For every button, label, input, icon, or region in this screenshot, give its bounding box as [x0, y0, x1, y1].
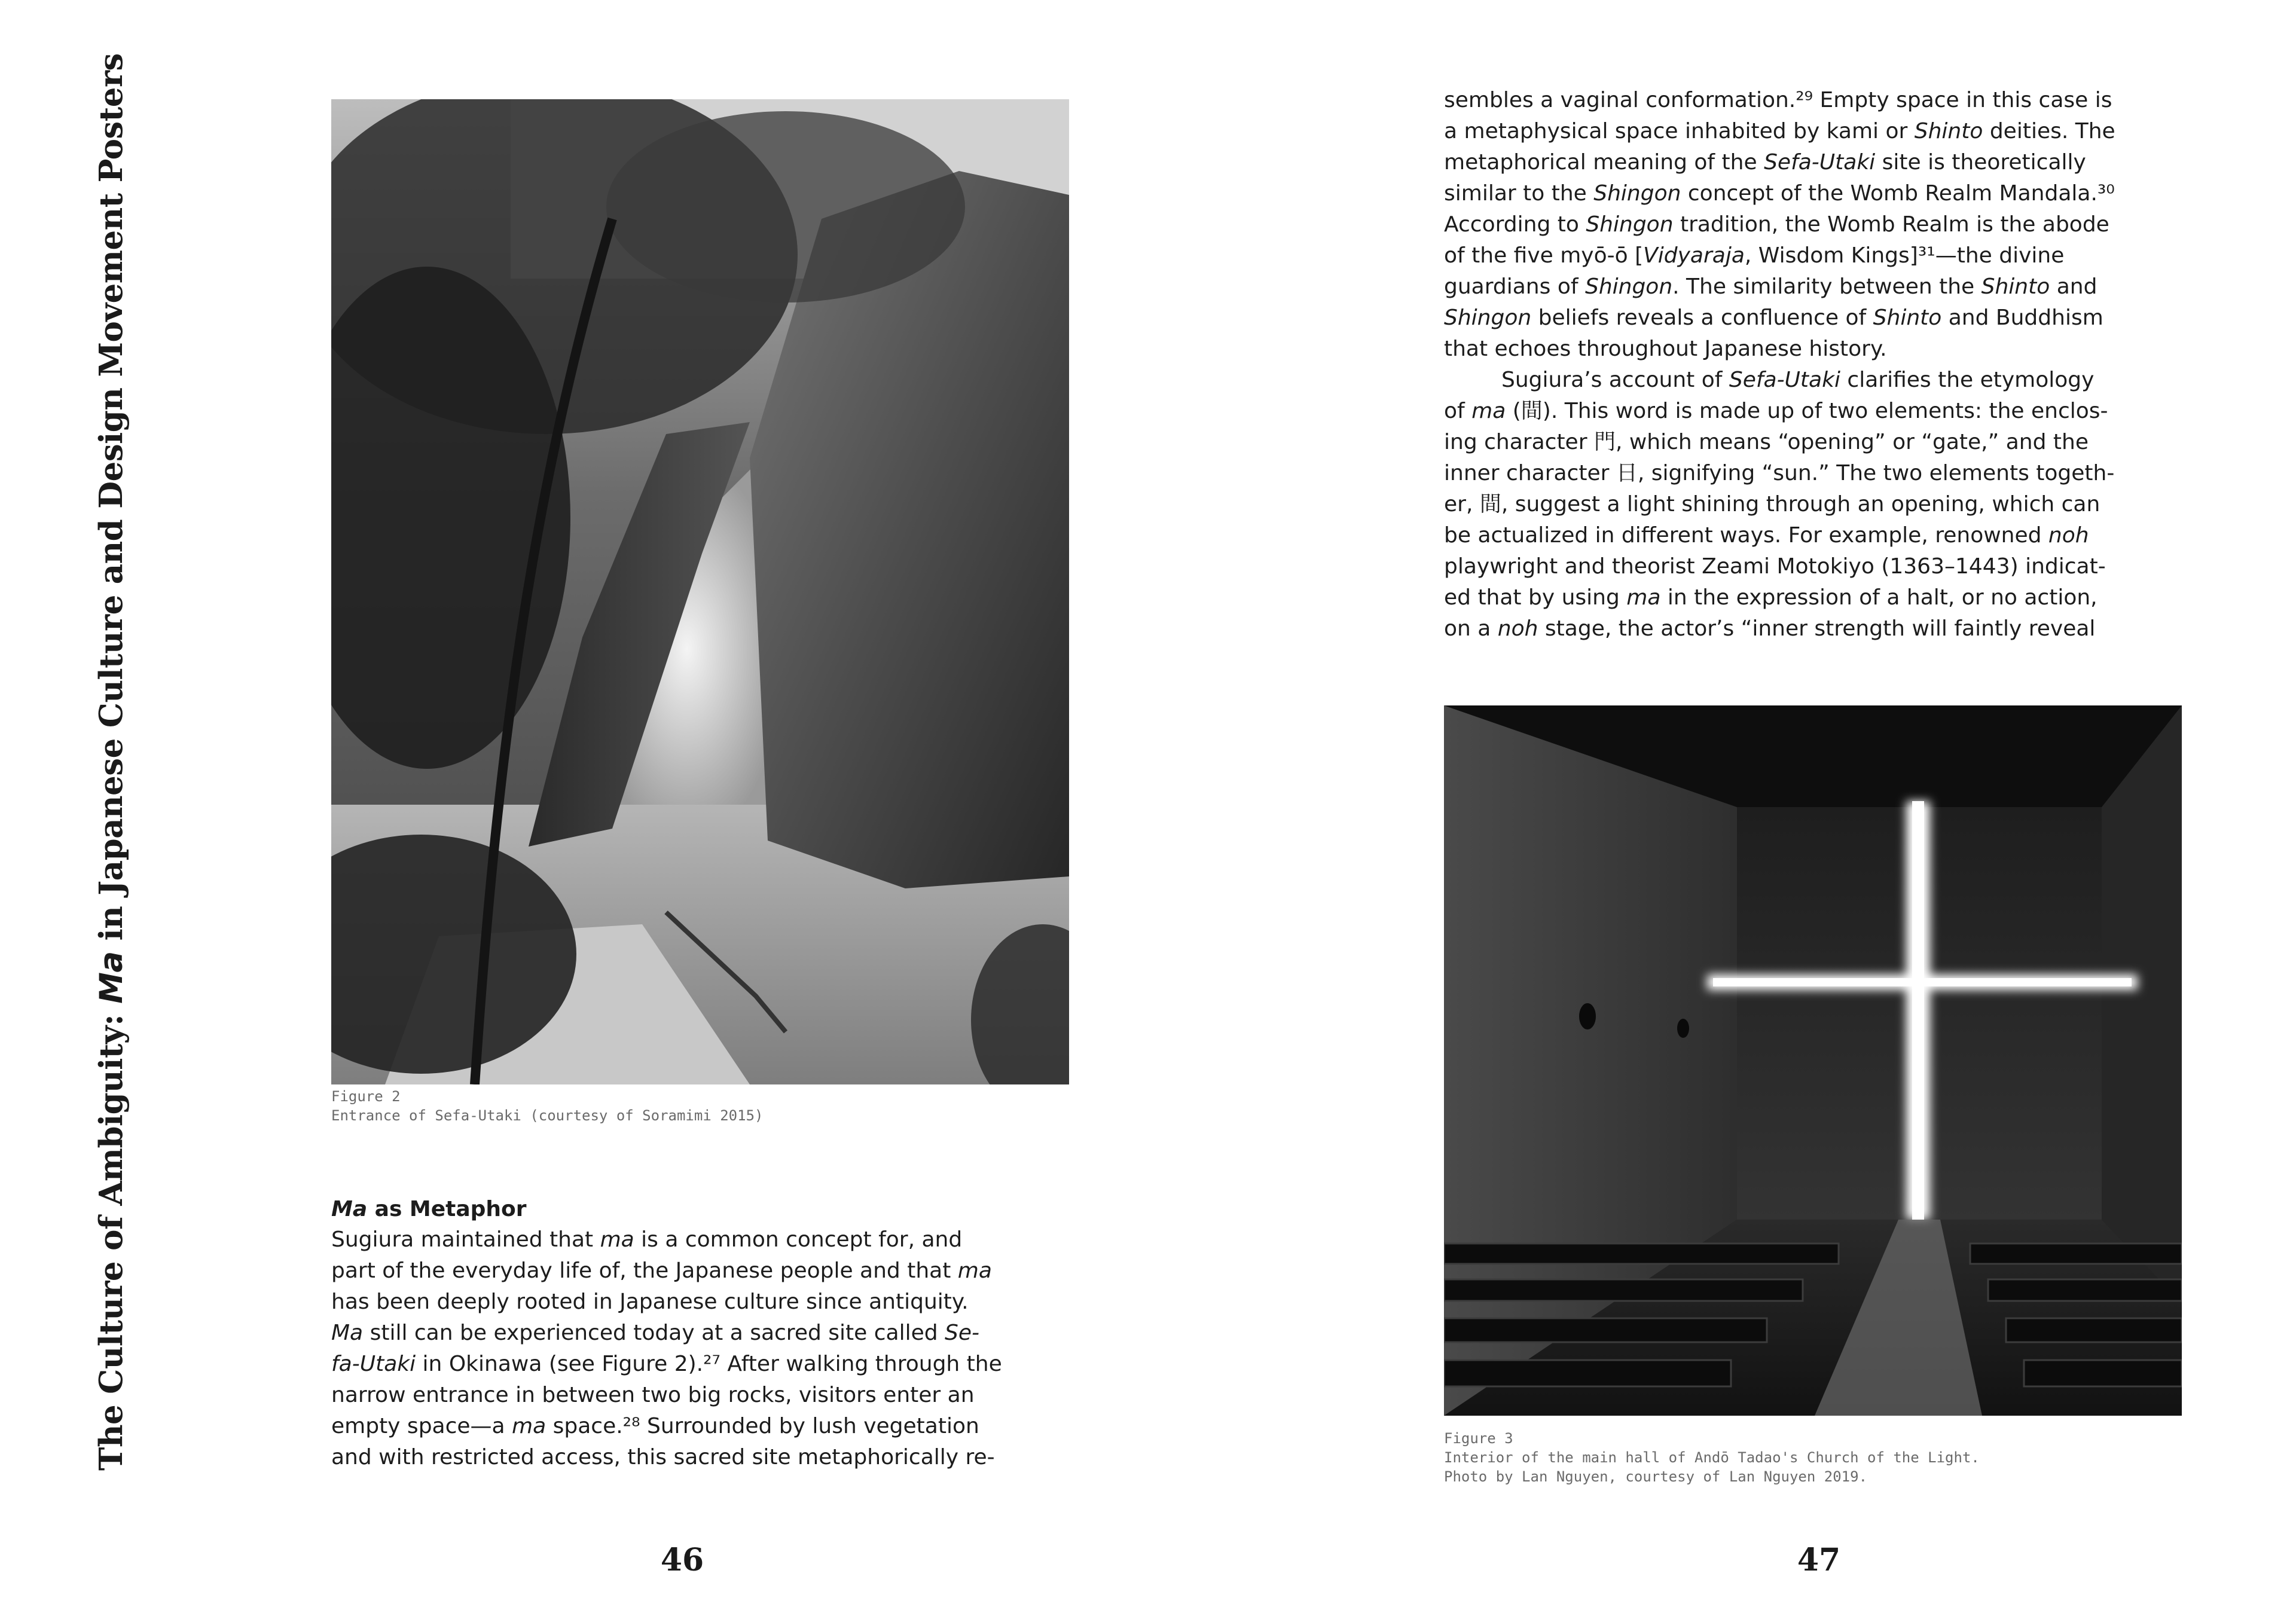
italic-term: noh [1497, 616, 1538, 641]
text-line [331, 1287, 1002, 1318]
figure-3-caption-line-2: Photo by Lan Nguyen, courtesy of Lan Nguyen 2019. [1444, 1468, 1868, 1485]
text-line [1444, 240, 2115, 271]
text-line [331, 1255, 1002, 1287]
text-run: stage, the actor’s “inner strength will faintly reveal [1538, 616, 2096, 641]
text-run: be actualized in different ways. For example, renowned [1444, 523, 2048, 548]
text-line [1444, 209, 2115, 240]
text-line [1444, 365, 2115, 396]
italic-term: Shinto [1981, 274, 2050, 299]
italic-term: Sefa-Utaki [1764, 150, 1876, 175]
text-run: and with restricted access, this sacred site metaphorically re- [331, 1445, 995, 1469]
text-run: playwright and theorist Zeami Motokiyo (1363–1443) indicat- [1444, 554, 2106, 579]
section-heading [331, 1194, 527, 1224]
text-line [1444, 85, 2115, 116]
text-line [1444, 178, 2115, 209]
text-line [331, 1318, 1002, 1349]
text-line [1444, 396, 2115, 427]
italic-term: fa-Utaki [331, 1352, 416, 1376]
text-run: metaphorical meaning of the [1444, 150, 1764, 175]
text-line [331, 1442, 1002, 1473]
text-run: guardians of [1444, 274, 1585, 299]
figure-2-label: Figure 2 [331, 1088, 401, 1105]
text-run: empty space—a [331, 1414, 512, 1438]
italic-term: ma [512, 1414, 546, 1438]
text-line [331, 1349, 1002, 1380]
text-run: concept of the Womb Realm Mandala.³⁰ [1681, 181, 2115, 206]
text-run: a metaphysical space inhabited by kami or [1444, 119, 1915, 143]
text-run: er, 間, suggest a light shining through an opening, which can [1444, 492, 2100, 517]
text-run: and Buddhism [1941, 305, 2103, 330]
text-line [1444, 427, 2115, 458]
italic-term: Se- [945, 1321, 980, 1345]
text-line [1444, 458, 2115, 489]
text-line [1444, 520, 2115, 551]
text-run: on a [1444, 616, 1498, 641]
text-run: still can be experienced today at a sacred site called [363, 1321, 945, 1345]
italic-term: Shingon [1584, 274, 1673, 299]
text-run: part of the everyday life of, the Japanese people and that [331, 1258, 958, 1283]
text-line [331, 1224, 1002, 1255]
page-number-right: 47 [1797, 1542, 1841, 1578]
italic-term: ma [1626, 585, 1661, 610]
left-body-paragraph [331, 1224, 1002, 1473]
right-body-text [1444, 85, 2115, 644]
figure-3-caption [1444, 1429, 1980, 1486]
text-run: ing character 門, which means “opening” or “gate,” and the [1444, 430, 2089, 454]
text-run: Sugiura maintained that [331, 1227, 600, 1252]
italic-term: ma [957, 1258, 992, 1283]
italic-term: Vidyaraja [1643, 243, 1745, 268]
italic-term: Shinto [1914, 119, 1983, 143]
right-page [1148, 0, 2296, 1607]
italic-term: Ma [331, 1321, 364, 1345]
figure-3-caption-line-1: Interior of the main hall of Andō Tadao's Church of the Light. [1444, 1449, 1980, 1466]
running-head-ma: Ma [93, 951, 130, 1004]
text-run: in the expression of a halt, or no action, [1660, 585, 2097, 610]
text-line [1444, 551, 2115, 582]
running-head [81, 53, 141, 1471]
text-run: (間). This word is made up of two elements: the enclos- [1506, 399, 2108, 423]
text-run: is a common concept for, and [634, 1227, 963, 1252]
text-run: inner character 日, signifying “sun.” The two elements togeth- [1444, 461, 2115, 485]
text-line [331, 1411, 1002, 1442]
text-run: According to [1444, 212, 1586, 237]
text-run: , Wisdom Kings]³¹—the divine [1744, 243, 2065, 268]
text-run: similar to the [1444, 181, 1594, 206]
text-run: space.²⁸ Surrounded by lush vegetation [546, 1414, 979, 1438]
text-run: that echoes throughout Japanese history. [1444, 337, 1887, 361]
text-run: beliefs reveals a confluence of [1531, 305, 1873, 330]
text-line [1444, 582, 2115, 613]
figure-3-photo-church-of-the-light [1444, 705, 2182, 1416]
text-run: ed that by using [1444, 585, 1627, 610]
text-run: of [1444, 399, 1472, 423]
text-run: of the five myō-ō [ [1444, 243, 1644, 268]
text-line [331, 1380, 1002, 1411]
text-line [1444, 489, 2115, 520]
text-run: Sugiura’s account of [1501, 368, 1729, 392]
text-line [1444, 271, 2115, 303]
section-heading-ma: Ma [331, 1197, 368, 1221]
figure-3-label: Figure 3 [1444, 1430, 1513, 1447]
text-run: narrow entrance in between two big rocks, visitors enter an [331, 1383, 975, 1407]
text-run: sembles a vaginal conformation.²⁹ Empty space in this case is [1444, 88, 2112, 112]
text-line [1444, 147, 2115, 178]
italic-term: Shingon [1444, 305, 1532, 330]
running-head-start: The Culture of Ambiguity: [93, 1003, 130, 1471]
right-paragraph-1 [1444, 85, 2115, 365]
italic-term: Shingon [1593, 181, 1681, 206]
figure-2-photo-sefa-utaki [331, 99, 1069, 1084]
italic-term: ma [600, 1227, 634, 1252]
italic-term: noh [2048, 523, 2089, 548]
text-run: site is theoretically [1875, 150, 2086, 175]
running-head-end: in Japanese Culture and Design Movement Posters [93, 53, 130, 952]
figure-2-caption-text: Entrance of Sefa-Utaki (courtesy of Soramimi 2015) [331, 1107, 764, 1124]
italic-term: Shinto [1873, 305, 1942, 330]
italic-term: Shingon [1586, 212, 1674, 237]
italic-term: Sefa-Utaki [1729, 368, 1840, 392]
text-run: deities. The [1983, 119, 2115, 143]
text-run: clarifies the etymology [1840, 368, 2095, 392]
text-run: in Okinawa (see Figure 2).²⁷ After walking through the [416, 1352, 1002, 1376]
text-run: has been deeply rooted in Japanese culture since antiquity. [331, 1290, 969, 1314]
text-run: and [2050, 274, 2097, 299]
text-line [1444, 613, 2115, 644]
page-number-left: 46 [660, 1542, 704, 1578]
text-run: . The similarity between the [1672, 274, 1981, 299]
right-paragraph-2 [1444, 365, 2115, 644]
text-line [1444, 334, 2115, 365]
italic-term: ma [1471, 399, 1506, 423]
figure-2-caption [331, 1087, 763, 1125]
text-line [1444, 116, 2115, 147]
section-heading-rest: as Metaphor [367, 1197, 527, 1221]
text-run: tradition, the Womb Realm is the abode [1673, 212, 2109, 237]
text-line [1444, 303, 2115, 334]
